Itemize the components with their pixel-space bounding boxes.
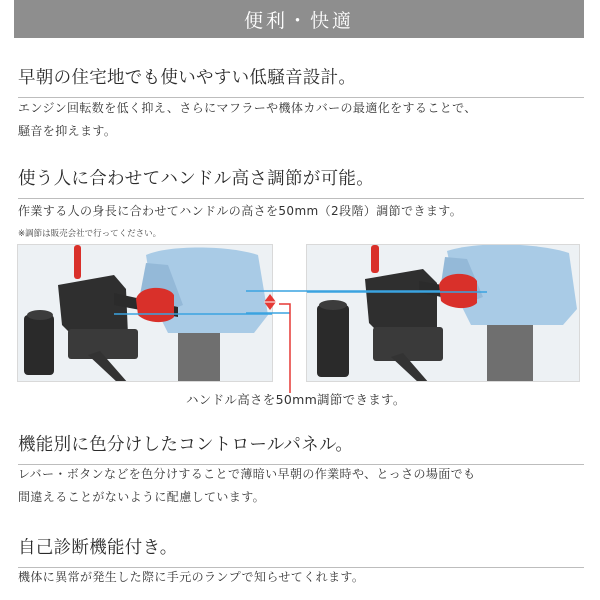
header-title: 便利・快適 [243,9,354,32]
body-line: エンジン回転数を低く抑え、さらにマフラーや機体カバーの最適化をすることで、 [18,101,477,115]
body-line: 作業する人の身長に合わせてハンドルの高さを50mm（2段階）調節できます。 [18,204,463,218]
body-line: 機体に異常が発生した際に手元のランプで知らせてくれます。 [18,570,365,584]
section-body-control-panel [18,463,588,509]
adjustment-note: ※調節は販売会社で行ってください。 [18,229,162,239]
body-line: 間違えることがないように配慮しています。 [18,490,266,504]
section-title-handle-height: 使う人に合わせてハンドル高さ調節が可能。 [18,165,584,199]
section-header [14,0,584,38]
section-body-low-noise [18,97,588,143]
body-line: レバー・ボタンなどを色分けすることで薄暗い早朝の作業時や、とっさの場面でも [18,467,476,481]
section-body-handle-height [18,200,588,223]
callout-line [279,304,290,393]
section-title-low-noise: 早朝の住宅地でも使いやすい低騒音設計。 [18,64,584,98]
figure-caption: ハンドル高さを50mm調節できます。 [186,392,406,407]
section-body-self-diagnosis [18,566,588,589]
photo-handle-low [17,244,273,382]
body-line: 騒音を抑えます。 [18,124,117,138]
snowblower-illustration-right [307,245,580,382]
snowblower-illustration-left [18,245,273,382]
section-title-control-panel: 機能別に色分けしたコントロールパネル。 [18,431,584,465]
section-title-self-diagnosis: 自己診断機能付き。 [18,534,584,568]
photo-handle-high [306,244,580,382]
